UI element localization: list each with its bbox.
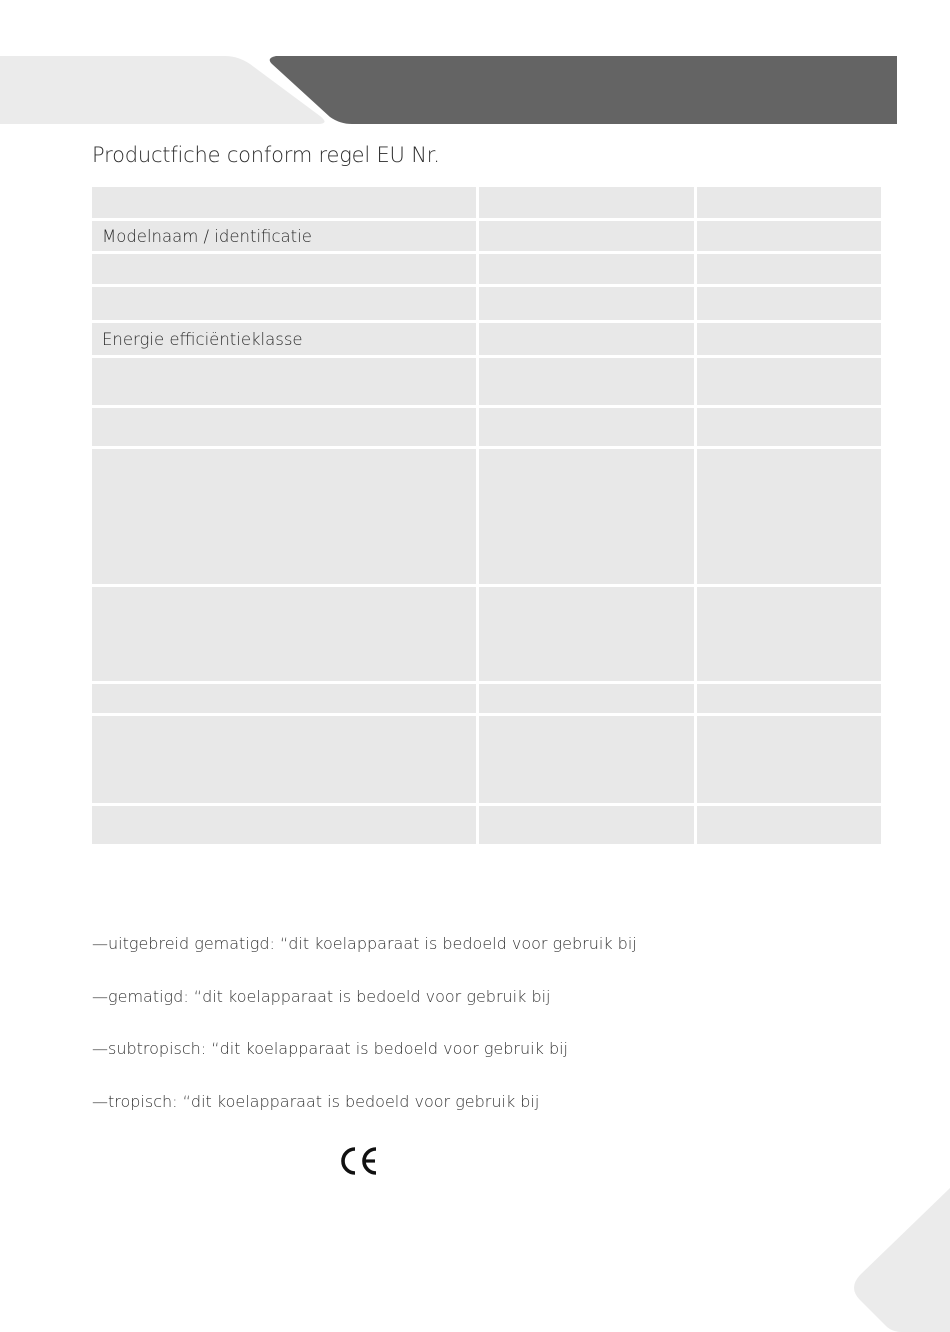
table-cell bbox=[479, 806, 697, 844]
table-cell bbox=[479, 187, 697, 221]
table-row bbox=[92, 287, 881, 323]
product-fiche-table bbox=[92, 187, 881, 844]
table-cell bbox=[697, 221, 881, 254]
table-cell bbox=[92, 254, 479, 287]
list-item: —gematigd: “dit koelapparaat is bedoeld voor gebruik bij bbox=[92, 986, 551, 1006]
table-cell bbox=[697, 684, 881, 716]
table-cell bbox=[697, 408, 881, 449]
table-cell bbox=[697, 449, 881, 587]
table-row bbox=[92, 449, 881, 587]
table-cell bbox=[479, 449, 697, 587]
table-cell bbox=[697, 716, 881, 806]
table-row bbox=[92, 587, 881, 684]
table-row bbox=[92, 684, 881, 716]
table-cell bbox=[479, 287, 697, 323]
table-cell bbox=[479, 221, 697, 254]
table-cell bbox=[697, 187, 881, 221]
table-row bbox=[92, 716, 881, 806]
table-cell bbox=[697, 287, 881, 323]
energy-class-label: Energie efficiëntieklasse bbox=[92, 323, 479, 358]
table-cell bbox=[92, 287, 479, 323]
table-cell bbox=[479, 323, 697, 358]
table-row bbox=[92, 254, 881, 287]
table-row bbox=[92, 358, 881, 408]
table-cell bbox=[479, 358, 697, 408]
table-cell bbox=[92, 449, 479, 587]
table-row bbox=[92, 408, 881, 449]
table-cell bbox=[92, 806, 479, 844]
table-cell bbox=[92, 716, 479, 806]
list-item: —tropisch: “dit koelapparaat is bedoeld voor gebruik bij bbox=[92, 1091, 540, 1111]
table-cell bbox=[92, 684, 479, 716]
table-row bbox=[92, 806, 881, 844]
header-banner bbox=[0, 0, 950, 140]
table-cell bbox=[479, 408, 697, 449]
table-cell bbox=[479, 684, 697, 716]
table-cell bbox=[697, 806, 881, 844]
table-cell bbox=[697, 323, 881, 358]
table-cell bbox=[92, 187, 479, 221]
table-cell bbox=[479, 254, 697, 287]
table-cell bbox=[92, 358, 479, 408]
table-cell bbox=[479, 716, 697, 806]
model-name-label: Modelnaam / identificatie bbox=[92, 221, 479, 254]
table-cell bbox=[697, 254, 881, 287]
header-dark-bar bbox=[270, 56, 897, 124]
list-item: —subtropisch: “dit koelapparaat is bedoeld voor gebruik bij bbox=[92, 1039, 568, 1058]
table-cell bbox=[697, 358, 881, 408]
table-cell bbox=[92, 587, 479, 684]
list-item: —uitgebreid gematigd: “dit koelapparaat is bedoeld voor gebruik bij bbox=[92, 934, 637, 953]
page-corner-decoration bbox=[840, 1180, 950, 1332]
table-row bbox=[92, 221, 881, 254]
climate-class-list bbox=[92, 928, 637, 1138]
ce-mark-icon bbox=[338, 1144, 380, 1178]
table-row bbox=[92, 323, 881, 358]
page-title: Productfiche conform regel EU Nr. bbox=[92, 143, 440, 167]
table-cell bbox=[92, 408, 479, 449]
table-cell bbox=[479, 587, 697, 684]
table-cell bbox=[697, 587, 881, 684]
table-row bbox=[92, 187, 881, 221]
